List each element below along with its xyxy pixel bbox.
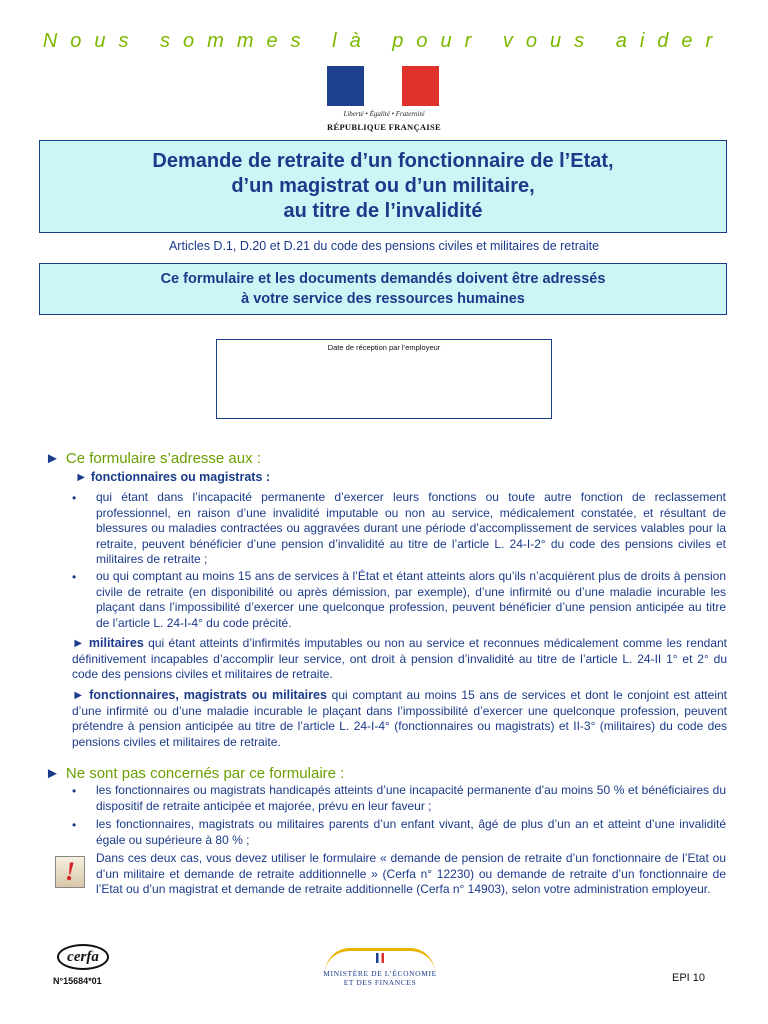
section-heading-text: Ne sont pas concernés par ce formulaire : xyxy=(65,765,345,782)
bullet-text-1: qui étant dans l’incapacité permanente d’exercer leurs fonctions ou toute autre fonction de reclassement professionnel, en raison d’une invalidité imputable ou non au service, médicalement constatée, et résultant de blessures ou maladies contractées ou aggravées durant une période d’accomplissement de services valables pour la retraite, peuvent bénéficier d’une pension d’invalidité au titre de l’article L. 24-I-2° du code des pensions civiles et militaires de retraite ; xyxy=(96,490,726,566)
bullet-icon: • xyxy=(72,818,77,832)
page-code: EPI 10 xyxy=(672,972,706,984)
notice-line-1: Ce formulaire et les documents demandés doivent être adressés xyxy=(160,271,606,287)
form-title-box xyxy=(39,140,727,233)
form-title-line-2: d’un magistrat ou d’un militaire, xyxy=(231,175,535,197)
arrow-icon: ► xyxy=(45,450,60,467)
section-heading-concerned xyxy=(45,450,261,467)
arrow-icon: ► xyxy=(45,765,60,782)
warning-icon: ! xyxy=(55,856,85,888)
warning-text: Dans ces deux cas, vous devez utiliser le formulaire « demande de pension de retraite d’un fonctionnaire de l’Etat ou d’un militaire et demande de retraite additionnelle » (Cerfa n° 12230) ou demande de retraite d’un fonctionnaire de l’Etat ou d’un magistrat et demande de retraite additionnelle (Cerfa n° 14903), selon votre administration employeur. xyxy=(96,851,726,896)
conjoint-text: qui comptant au moins 15 ans de services et dont le conjoint est atteint d’une infirmité ou d’une maladie incurable le plaçant dans l’impossibilité d’exercer une quelconque profession, peuvent prétendre à pension anticipée au titre de l’article L. 24-I-4° (fonctionnaires ou magistrats) et II-3° (militaires) du code des pensions civiles et militaires de retraite. xyxy=(72,688,727,749)
form-title-line-3: au titre de l’invalidité xyxy=(283,200,483,222)
reception-date-field[interactable] xyxy=(216,339,552,419)
conjoint-paragraph xyxy=(72,688,727,750)
cerfa-number: N°15684*01 xyxy=(53,976,102,986)
ministere-line-2: ET DES FINANCES xyxy=(343,978,417,987)
republique-francaise-logo xyxy=(327,66,441,134)
logo-motto: Liberté • Égalité • Fraternité xyxy=(343,110,425,118)
marianne-flag-icon xyxy=(327,66,439,106)
sub-heading-fonctionnaires: ► fonctionnaires ou magistrats : xyxy=(75,470,271,484)
bullet-icon: • xyxy=(72,784,77,798)
bullet-icon: • xyxy=(72,491,77,505)
conjoint-label: ► fonctionnaires, magistrats ou militaires xyxy=(72,688,327,702)
form-title-line-1: Demande de retraite d’un fonctionnaire de l’Etat, xyxy=(152,150,614,172)
section-heading-text: Ce formulaire s’adresse aux : xyxy=(65,450,261,467)
exclusion-text-2: les fonctionnaires, magistrats ou militaires parents d’un enfant vivant, âgé de plus d’un an et atteint d’une invalidité égale ou supérieure à 80 % ; xyxy=(96,817,726,847)
militaires-text: qui étant atteints d’infirmités imputables ou non au service et reconnues médicalement comme les rendant définitivement incapables d’accomplir leur service, ont droit à pension d’invalidité au titre de l’article L. 24-II 1° et 2° du code des pensions civiles et militaires de retraite. xyxy=(72,636,727,681)
ministere-line-1: MINISTÈRE DE L’ÉCONOMIE xyxy=(323,969,437,978)
bullet-text-2: ou qui comptant au moins 15 ans de services à l’État et étant atteints alors qu’ils n’acquièrent plus de droits à pension civile de retraite (en disponibilité ou après démission, par exemple), d’une infirmité ou d’une maladie incurable les plaçant dans l’impossibilité d’exercer une quelconque profession, peuvent bénéficier d’une pension anticipée au titre de l’article L. 24-I-4° du code précité. xyxy=(96,569,726,630)
section-heading-not-concerned xyxy=(45,765,344,782)
exclusion-text-1: les fonctionnaires ou magistrats handicapés atteints d’une incapacité permanente d’au moins 50 % et bénéficiaires du dispositif de retraite anticipée et majorée, prévu en leur faveur ; xyxy=(96,783,726,813)
logo-name: RÉPUBLIQUE FRANÇAISE xyxy=(327,122,441,132)
legal-articles: Articles D.1, D.20 et D.21 du code des pensions civiles et militaires de retraite xyxy=(168,239,600,253)
bullet-icon: • xyxy=(72,570,77,584)
militaires-paragraph xyxy=(72,636,727,683)
reception-date-label: Date de réception par l’employeur xyxy=(327,343,441,352)
ministere-arc-icon xyxy=(325,948,435,973)
notice-box xyxy=(39,263,727,315)
ministere-logo xyxy=(300,948,460,987)
cerfa-logo xyxy=(57,944,109,970)
slogan: Nous sommes là pour vous aider xyxy=(42,30,726,52)
cerfa-logo-text: cerfa xyxy=(67,948,99,965)
militaires-label: ► militaires xyxy=(72,636,144,650)
notice-line-2: à votre service des ressources humaines xyxy=(241,291,525,307)
